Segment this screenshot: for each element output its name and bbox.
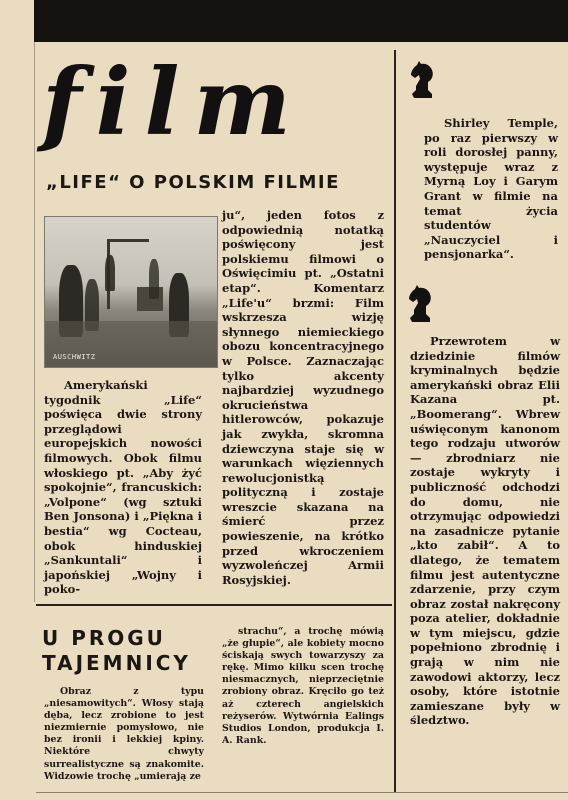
chess-knight-icon [404,284,436,324]
sub-headline [42,626,212,676]
column-rule-right [394,50,396,792]
article-text-2: ju“, jeden fotos z odpowiednią notatką poświęcony jest polskiemu filmowi o Oświęcimiu pt. „Ostatni etap“. Komentarz „Life'u“ brzmi: Film wskrzesza wizję słynnego niemieckiego obozu koncentracyjnego w Polsce. Zaznaczając tylko akcenty najbardziej wyzudnego okrucieństwa hitlerowców, pokazuje jak zwykła, skromna dziewczyna staje się w warunkach więziennych rewolucjonistką polityczną i zostaje wreszcie skazana na śmierć przez powieszenie, na krótko przed wkroczeniem wyzwoleńczej Armii Rosyjskiej. [222,208,384,587]
article-column-2 [222,208,384,587]
bottom-rule [36,792,568,793]
section-title: film [42,48,305,156]
column-rule-left [34,42,35,602]
article-column-1 [44,378,202,597]
review-text-1: Obraz z typu „niesamowitych“. Włosy stają dęba, lecz zrobione to jest niezmiernie pomysłowo, nie bez ironii i lekkiej kpiny. Niektóre chwyty surrealistyczne są znakomite. Widzowie trochę „umierają ze [44,686,204,782]
film-still-photo [44,216,218,368]
section-divider [36,604,392,606]
article-text-1: Amerykański tygodnik „Life“ poświęca dwie strony przeglądowi europejskich nowości filmowych. Obok filmu włoskiego pt. „Aby żyć spokojnie“, francuskich: „Volpone“ (wg sztuki Ben Jonsona) i „Piękna i bestia“ wg Cocteau, obok hinduskiej „Sankuntali“ i japońskiej „Wojny i poko- [44,378,202,597]
news-column-right-2 [410,334,560,728]
review-column-1 [44,686,204,783]
photo-caption: AUSCHWITZ [53,353,96,361]
top-black-bar [34,0,568,42]
sub-headline-line-1: U PROGU [42,626,166,650]
review-column-2 [222,626,384,747]
sub-headline-line-2: TAJEMNICY [42,651,191,675]
review-text-2: strachu“, a trochę mówią „że głupie“, ale kobiety mocno ściskają swych towarzyszy za rękę. Mimo kilku scen trochę niesmacznych, nieprzeciętnie zrobiony obraz. Kręciło go też aż czterech angielskich reżyserów. Wytwórnia Ealings Studios London, produkcja I. A. Rank. [222,626,384,746]
article-headline: „LIFE“ O POLSKIM FILMIE [46,172,340,193]
news-column-right-1 [424,116,558,262]
news-text-1: Shirley Temple, po raz pierwszy w roli dorosłej panny, występuje wraz z Myrną Loy i Garym Grant w filmie na temat życia studentów „Nauczyciel i pensjonarka“. [424,116,558,262]
news-text-2: Przewrotem w dziedzinie filmów kryminalnych będzie amerykański obraz Elii Kazana pt. „Boomerang“. Wbrew uświęconym kanonom tego rodzaju utworów — zbrodniarz nie zostaje wykryty i publiczność odchodzi do domu, nie otrzymując odpowiedzi na zasadnicze pytanie „kto zabił“. A to dlatego, że tematem filmu jest autentyczne zdarzenie, przy czym obraz został nakręcony poza atelier, dokładnie w tym miejscu, gdzie popełniono zbrodnię i grają w nim nie zawodowi aktorzy, lecz osoby, które istotnie zamieszane były w śledztwo. [410,334,560,728]
chess-knight-icon [406,60,438,100]
